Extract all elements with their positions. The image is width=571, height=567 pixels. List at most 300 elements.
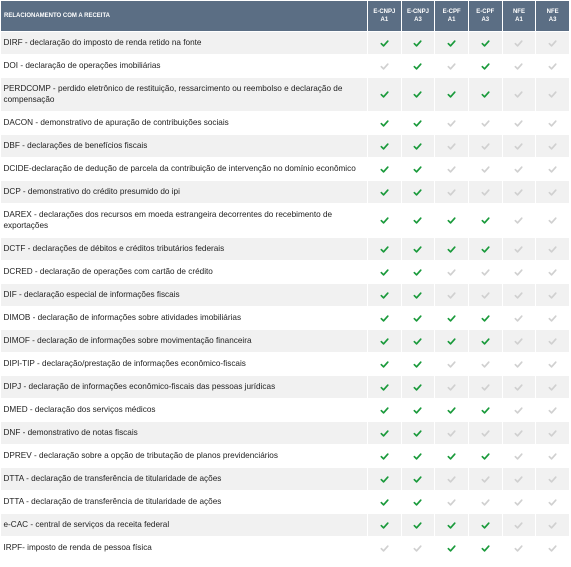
check-cell	[536, 284, 570, 307]
row-label: DCP - demonstrativo do crédito presumido do ipi	[1, 181, 368, 204]
check-cell	[435, 537, 469, 560]
checkmark-disabled-icon	[514, 544, 523, 553]
checkmark-icon	[413, 337, 422, 346]
check-cell	[368, 353, 402, 376]
table-row	[1, 445, 570, 468]
check-cell	[468, 399, 502, 422]
check-cell	[502, 284, 536, 307]
check-cell	[468, 78, 502, 112]
check-cell	[435, 422, 469, 445]
table-row	[1, 399, 570, 422]
header-line1: NFE	[512, 9, 525, 15]
checkmark-disabled-icon	[548, 245, 557, 254]
checkmark-disabled-icon	[514, 521, 523, 530]
check-cell	[368, 112, 402, 135]
check-cell	[401, 261, 435, 284]
checkmark-disabled-icon	[548, 62, 557, 71]
check-cell	[368, 135, 402, 158]
checkmark-disabled-icon	[447, 268, 456, 277]
row-label: DCTF - declarações de débitos e créditos tributários federais	[1, 238, 368, 261]
check-cell	[368, 181, 402, 204]
header-line2: A1	[515, 17, 523, 23]
checkmark-disabled-icon	[447, 119, 456, 128]
check-cell	[502, 376, 536, 399]
checkmark-icon	[380, 498, 389, 507]
check-cell	[435, 353, 469, 376]
checkmark-disabled-icon	[481, 165, 490, 174]
check-cell	[401, 78, 435, 112]
checkmark-icon	[380, 142, 389, 151]
table-row	[1, 181, 570, 204]
check-cell	[536, 181, 570, 204]
header-line2: A3	[481, 17, 490, 23]
check-cell	[502, 307, 536, 330]
checkmark-disabled-icon	[514, 90, 523, 99]
checkmark-icon	[413, 268, 422, 277]
check-cell	[401, 353, 435, 376]
check-cell	[536, 32, 570, 55]
check-cell	[536, 238, 570, 261]
check-cell	[435, 376, 469, 399]
checkmark-disabled-icon	[548, 337, 557, 346]
table-row	[1, 204, 570, 238]
checkmark-icon	[481, 337, 490, 346]
header-line1: NFE	[546, 9, 559, 15]
check-cell	[401, 422, 435, 445]
check-cell	[502, 330, 536, 353]
check-cell	[401, 399, 435, 422]
check-cell	[435, 181, 469, 204]
check-cell	[401, 537, 435, 560]
checkmark-disabled-icon	[548, 521, 557, 530]
check-cell	[468, 353, 502, 376]
table-row	[1, 55, 570, 78]
checkmark-icon	[380, 475, 389, 484]
check-cell	[502, 32, 536, 55]
checkmark-icon	[380, 452, 389, 461]
checkmark-disabled-icon	[514, 360, 523, 369]
checkmark-disabled-icon	[447, 188, 456, 197]
checkmark-disabled-icon	[514, 429, 523, 438]
check-cell	[401, 514, 435, 537]
check-cell	[536, 399, 570, 422]
check-cell	[401, 158, 435, 181]
checkmark-icon	[380, 119, 389, 128]
checkmark-icon	[447, 337, 456, 346]
check-cell	[502, 78, 536, 112]
checkmark-disabled-icon	[481, 119, 490, 128]
table-body	[1, 32, 570, 560]
row-label: DMED - declaração dos serviços médicos	[1, 399, 368, 422]
table-row	[1, 537, 570, 560]
checkmark-disabled-icon	[447, 165, 456, 174]
checkmark-disabled-icon	[447, 291, 456, 300]
check-cell	[468, 307, 502, 330]
check-cell	[468, 181, 502, 204]
checkmark-disabled-icon	[548, 165, 557, 174]
check-cell	[502, 422, 536, 445]
checkmark-icon	[380, 291, 389, 300]
checkmark-disabled-icon	[380, 544, 389, 553]
checkmark-icon	[447, 39, 456, 48]
check-cell	[368, 330, 402, 353]
table-row	[1, 78, 570, 112]
checkmark-disabled-icon	[548, 544, 557, 553]
table-row	[1, 353, 570, 376]
header-relacionamento: RELACIONAMENTO COM A RECEITA	[1, 1, 368, 32]
check-cell	[468, 330, 502, 353]
check-cell	[435, 491, 469, 514]
checkmark-icon	[380, 383, 389, 392]
table-row	[1, 468, 570, 491]
checkmark-icon	[447, 544, 456, 553]
table-row	[1, 330, 570, 353]
checkmark-disabled-icon	[380, 62, 389, 71]
row-label: DTTA - declaração de transferência de titularidade de ações	[1, 468, 368, 491]
table-row	[1, 422, 570, 445]
check-cell	[502, 491, 536, 514]
header-line2: A1	[447, 17, 456, 23]
checkmark-disabled-icon	[481, 498, 490, 507]
row-label: DBF - declarações de benefícios fiscais	[1, 135, 368, 158]
checkmark-disabled-icon	[548, 268, 557, 277]
check-cell	[502, 238, 536, 261]
check-cell	[435, 330, 469, 353]
check-cell	[435, 78, 469, 112]
header-line2: A3	[414, 17, 422, 23]
row-label: DIPI-TIP - declaração/prestação de informações econômico-fiscais	[1, 353, 368, 376]
check-cell	[401, 32, 435, 55]
check-cell	[536, 112, 570, 135]
checkmark-disabled-icon	[447, 360, 456, 369]
checkmark-icon	[413, 142, 422, 151]
checkmark-disabled-icon	[548, 360, 557, 369]
check-cell	[536, 55, 570, 78]
checkmark-disabled-icon	[548, 475, 557, 484]
checkmark-disabled-icon	[514, 337, 523, 346]
checkmark-disabled-icon	[548, 429, 557, 438]
check-cell	[435, 445, 469, 468]
checkmark-disabled-icon	[447, 498, 456, 507]
checkmark-disabled-icon	[514, 475, 523, 484]
check-cell	[435, 238, 469, 261]
checkmark-disabled-icon	[548, 291, 557, 300]
row-label: DIPJ - declaração de informações econômico-fiscais das pessoas jurídicas	[1, 376, 368, 399]
checkmark-icon	[447, 216, 456, 225]
checkmark-icon	[380, 165, 389, 174]
check-cell	[435, 468, 469, 491]
checkmark-icon	[413, 314, 422, 323]
checkmark-icon	[413, 39, 422, 48]
checkmark-icon	[380, 188, 389, 197]
check-cell	[468, 284, 502, 307]
checkmark-disabled-icon	[481, 188, 490, 197]
check-cell	[435, 55, 469, 78]
check-cell	[536, 78, 570, 112]
check-cell	[502, 537, 536, 560]
check-cell	[468, 491, 502, 514]
check-cell	[502, 204, 536, 238]
check-cell	[401, 468, 435, 491]
checkmark-icon	[447, 314, 456, 323]
check-cell	[368, 32, 402, 55]
checkmark-disabled-icon	[548, 406, 557, 415]
check-cell	[468, 135, 502, 158]
check-cell	[368, 204, 402, 238]
checkmark-disabled-icon	[548, 90, 557, 99]
checkmark-disabled-icon	[514, 383, 523, 392]
table-row	[1, 514, 570, 537]
check-cell	[401, 491, 435, 514]
check-cell	[401, 204, 435, 238]
header-line1: E-CNPJ	[373, 9, 396, 15]
checkmark-disabled-icon	[548, 39, 557, 48]
checkmark-icon	[481, 521, 490, 530]
checkmark-icon	[413, 360, 422, 369]
check-cell	[401, 445, 435, 468]
checkmark-disabled-icon	[481, 291, 490, 300]
checkmark-disabled-icon	[481, 475, 490, 484]
row-label: PERDCOMP - perdido eletrônico de restituição, ressarcimento ou reembolso e declaração de compensação	[1, 78, 368, 112]
check-cell	[502, 514, 536, 537]
check-cell	[536, 158, 570, 181]
check-cell	[401, 112, 435, 135]
checkmark-disabled-icon	[514, 452, 523, 461]
check-cell	[536, 261, 570, 284]
check-cell	[536, 537, 570, 560]
checkmark-disabled-icon	[514, 39, 523, 48]
checkmark-icon	[413, 119, 422, 128]
header-ecnpj-a3	[401, 1, 435, 32]
check-cell	[368, 284, 402, 307]
checkmark-icon	[380, 90, 389, 99]
header-line1: E-CPF	[476, 9, 495, 15]
checkmark-icon	[380, 268, 389, 277]
check-cell	[368, 238, 402, 261]
check-cell	[536, 468, 570, 491]
check-cell	[435, 158, 469, 181]
checkmark-disabled-icon	[548, 383, 557, 392]
checkmark-icon	[413, 245, 422, 254]
checkmark-icon	[481, 39, 490, 48]
check-cell	[468, 445, 502, 468]
check-cell	[468, 55, 502, 78]
check-cell	[368, 261, 402, 284]
check-cell	[536, 445, 570, 468]
check-cell	[368, 376, 402, 399]
check-cell	[368, 514, 402, 537]
checkmark-icon	[447, 90, 456, 99]
check-cell	[536, 491, 570, 514]
checkmark-icon	[481, 406, 490, 415]
check-cell	[368, 55, 402, 78]
checkmark-disabled-icon	[514, 291, 523, 300]
checkmark-icon	[380, 314, 389, 323]
header-ecpf-a1	[435, 1, 469, 32]
checkmark-disabled-icon	[548, 119, 557, 128]
check-cell	[536, 514, 570, 537]
row-label: e-CAC - central de serviços da receita federal	[1, 514, 368, 537]
check-cell	[468, 468, 502, 491]
header-nfe-a1	[502, 1, 536, 32]
checkmark-disabled-icon	[447, 62, 456, 71]
checkmark-disabled-icon	[514, 119, 523, 128]
table-row	[1, 238, 570, 261]
check-cell	[468, 537, 502, 560]
checkmark-disabled-icon	[514, 268, 523, 277]
check-cell	[368, 399, 402, 422]
check-cell	[502, 353, 536, 376]
header-line2: A1	[380, 17, 389, 23]
checkmark-disabled-icon	[514, 245, 523, 254]
check-cell	[468, 32, 502, 55]
check-cell	[368, 491, 402, 514]
checkmark-icon	[413, 406, 422, 415]
check-cell	[468, 376, 502, 399]
check-cell	[468, 204, 502, 238]
check-cell	[502, 135, 536, 158]
check-cell	[502, 261, 536, 284]
check-cell	[536, 376, 570, 399]
row-label: DCRED - declaração de operações com cartão de crédito	[1, 261, 368, 284]
row-label: DNF - demonstrativo de notas fiscais	[1, 422, 368, 445]
check-cell	[401, 55, 435, 78]
check-cell	[435, 135, 469, 158]
check-cell	[368, 307, 402, 330]
checkmark-icon	[413, 216, 422, 225]
checkmark-disabled-icon	[413, 544, 422, 553]
check-cell	[368, 158, 402, 181]
checkmark-disabled-icon	[447, 429, 456, 438]
checkmark-disabled-icon	[481, 429, 490, 438]
check-cell	[368, 537, 402, 560]
checkmark-icon	[481, 62, 490, 71]
row-label: DTTA - declaração de transferência de titularidade de ações	[1, 491, 368, 514]
check-cell	[401, 181, 435, 204]
checkmark-icon	[481, 90, 490, 99]
checkmark-icon	[447, 452, 456, 461]
check-cell	[502, 445, 536, 468]
check-cell	[368, 468, 402, 491]
checkmark-disabled-icon	[548, 314, 557, 323]
check-cell	[536, 330, 570, 353]
checkmark-icon	[413, 521, 422, 530]
check-cell	[368, 78, 402, 112]
row-label: IRPF- imposto de renda de pessoa física	[1, 537, 368, 560]
checkmark-icon	[413, 429, 422, 438]
checkmark-icon	[380, 521, 389, 530]
header-nfe-a3	[536, 1, 570, 32]
checkmark-disabled-icon	[514, 188, 523, 197]
check-cell	[435, 204, 469, 238]
check-cell	[536, 307, 570, 330]
check-cell	[401, 135, 435, 158]
check-cell	[468, 238, 502, 261]
check-cell	[468, 261, 502, 284]
checkmark-icon	[413, 90, 422, 99]
header-ecnpj-a1	[368, 1, 402, 32]
check-cell	[435, 112, 469, 135]
check-cell	[468, 514, 502, 537]
table-row	[1, 158, 570, 181]
checkmark-disabled-icon	[481, 268, 490, 277]
header-line1: E-CPF	[442, 9, 461, 15]
checkmark-disabled-icon	[481, 360, 490, 369]
check-cell	[368, 445, 402, 468]
checkmark-icon	[413, 383, 422, 392]
check-cell	[435, 514, 469, 537]
checkmark-icon	[413, 165, 422, 174]
checkmark-disabled-icon	[514, 498, 523, 507]
check-cell	[502, 181, 536, 204]
checkmark-icon	[413, 475, 422, 484]
checkmark-icon	[447, 406, 456, 415]
check-cell	[468, 422, 502, 445]
table-row	[1, 307, 570, 330]
check-cell	[502, 55, 536, 78]
checkmark-disabled-icon	[548, 452, 557, 461]
row-label: DACON - demonstrativo de apuração de contribuições sociais	[1, 112, 368, 135]
checkmark-icon	[481, 216, 490, 225]
check-cell	[401, 330, 435, 353]
check-cell	[401, 307, 435, 330]
checkmark-icon	[413, 498, 422, 507]
checkmark-icon	[380, 429, 389, 438]
checkmark-icon	[413, 62, 422, 71]
header-line2: A3	[548, 17, 557, 23]
table-header	[1, 1, 570, 32]
table-row	[1, 284, 570, 307]
check-cell	[401, 238, 435, 261]
checkmark-icon	[380, 245, 389, 254]
row-label: DIMOB - declaração de informações sobre atividades imobiliárias	[1, 307, 368, 330]
check-cell	[468, 112, 502, 135]
row-label: DIMOF - declaração de informações sobre movimentação financeira	[1, 330, 368, 353]
checkmark-disabled-icon	[514, 62, 523, 71]
table-row	[1, 32, 570, 55]
checkmark-icon	[380, 406, 389, 415]
check-cell	[435, 261, 469, 284]
table-row	[1, 112, 570, 135]
check-cell	[435, 32, 469, 55]
checkmark-icon	[380, 360, 389, 369]
checkmark-disabled-icon	[514, 314, 523, 323]
checkmark-icon	[481, 544, 490, 553]
checkmark-disabled-icon	[481, 383, 490, 392]
checkmark-disabled-icon	[447, 475, 456, 484]
check-cell	[536, 422, 570, 445]
check-cell	[536, 204, 570, 238]
checkmark-disabled-icon	[514, 216, 523, 225]
header-ecpf-a3	[468, 1, 502, 32]
check-cell	[468, 158, 502, 181]
row-label: DAREX - declarações dos recursos em moeda estrangeira decorrentes do recebimento de exportações	[1, 204, 368, 238]
check-cell	[502, 399, 536, 422]
checkmark-icon	[380, 216, 389, 225]
checkmark-icon	[481, 245, 490, 254]
row-label: DIF - declaração especial de informações fiscais	[1, 284, 368, 307]
table-row	[1, 135, 570, 158]
checkmark-disabled-icon	[548, 216, 557, 225]
checkmark-icon	[413, 291, 422, 300]
checkmark-icon	[380, 337, 389, 346]
checkmark-icon	[481, 452, 490, 461]
table-row	[1, 491, 570, 514]
check-cell	[401, 376, 435, 399]
checkmark-disabled-icon	[514, 142, 523, 151]
checkmark-icon	[447, 521, 456, 530]
row-label: DCIDE-declaração de dedução de parcela da contribuição de intervenção no domínio econômico	[1, 158, 368, 181]
